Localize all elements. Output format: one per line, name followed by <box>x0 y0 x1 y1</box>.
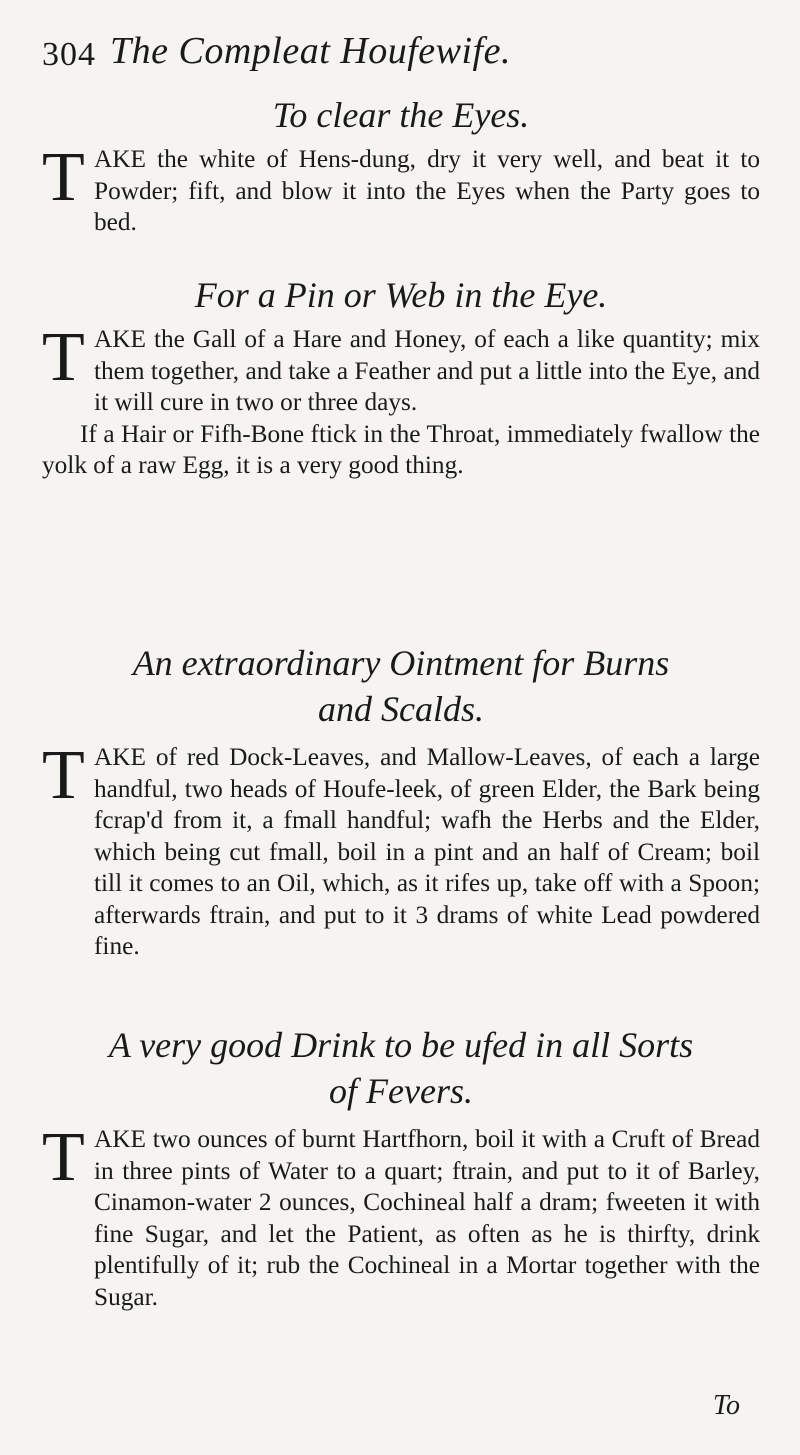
recipe-text <box>42 139 760 239</box>
running-title: The Compleat Houfewife. <box>110 30 511 72</box>
recipe-drink-fevers <box>42 1022 760 1313</box>
page-number: 304 <box>42 36 96 73</box>
drop-cap: T <box>42 319 85 396</box>
section-title-line-2: of Fevers. <box>329 1071 473 1111</box>
recipe-text: If a Hair or Fifh-Bone ftick in the Throat, immediately fwallow the yolk of a raw Egg, it is a very good thing. <box>42 419 760 479</box>
recipe-clear-eyes <box>42 92 760 239</box>
recipe-text <box>42 319 760 419</box>
paragraph-text: AKE two ounces of burnt Hartfhorn, boil it with a Cruft of Bread in three pints of Water to a quart; ftrain, and put to it of Barley, Cinamon-water 2 ounces, Cochineal half a dram; fweeten it with fine Sugar, and let the Patient, as often as he is thirfty, drink plentifully of it; rub the Cochineal in a Mortar together with the Sugar. <box>94 1125 760 1311</box>
section-title: For a Pin or Web in the Eye. <box>194 275 608 315</box>
recipe-pin-web-eye <box>42 272 760 482</box>
drop-cap: T <box>42 737 85 814</box>
section-title-line-1: An extraordinary Ointment for Burns <box>132 643 670 683</box>
recipe-text <box>42 1119 760 1313</box>
recipe-ointment-burns <box>42 640 760 963</box>
paragraph-text: AKE the white of Hens-dung, dry it very well, and beat it to Powder; fift, and blow it into the Eyes when the Party goes to bed. <box>94 145 760 236</box>
recipe-text <box>42 737 760 963</box>
section-title: To clear the Eyes. <box>272 95 530 135</box>
paragraph-text: AKE the Gall of a Hare and Honey, of each a like quantity; mix them together, and take a Feather and put a little into the Eye, and it will cure in two or three days. <box>94 325 760 416</box>
page-header <box>42 20 760 78</box>
drop-cap: T <box>42 139 85 216</box>
section-title-line-1: A very good Drink to be ufed in all Sorts <box>108 1025 694 1065</box>
book-page <box>42 20 760 1435</box>
paragraph-text: AKE of red Dock-Leaves, and Mallow-Leaves, of each a large handful, two heads of Houfe-leek, of green Elder, the Bark being fcrap'd from it, a fmall handful; wafh the Herbs and the Elder, which being cut fmall, boil in a pint and an half of Cream; boil till it comes to an Oil, which, as it rifes up, take off with a Spoon; afterwards ftrain, and put to it 3 drams of white Lead powdered fine. <box>94 743 760 960</box>
section-title-line-2: and Scalds. <box>318 689 484 729</box>
catchword: To <box>712 1390 740 1421</box>
drop-cap: T <box>42 1119 85 1196</box>
